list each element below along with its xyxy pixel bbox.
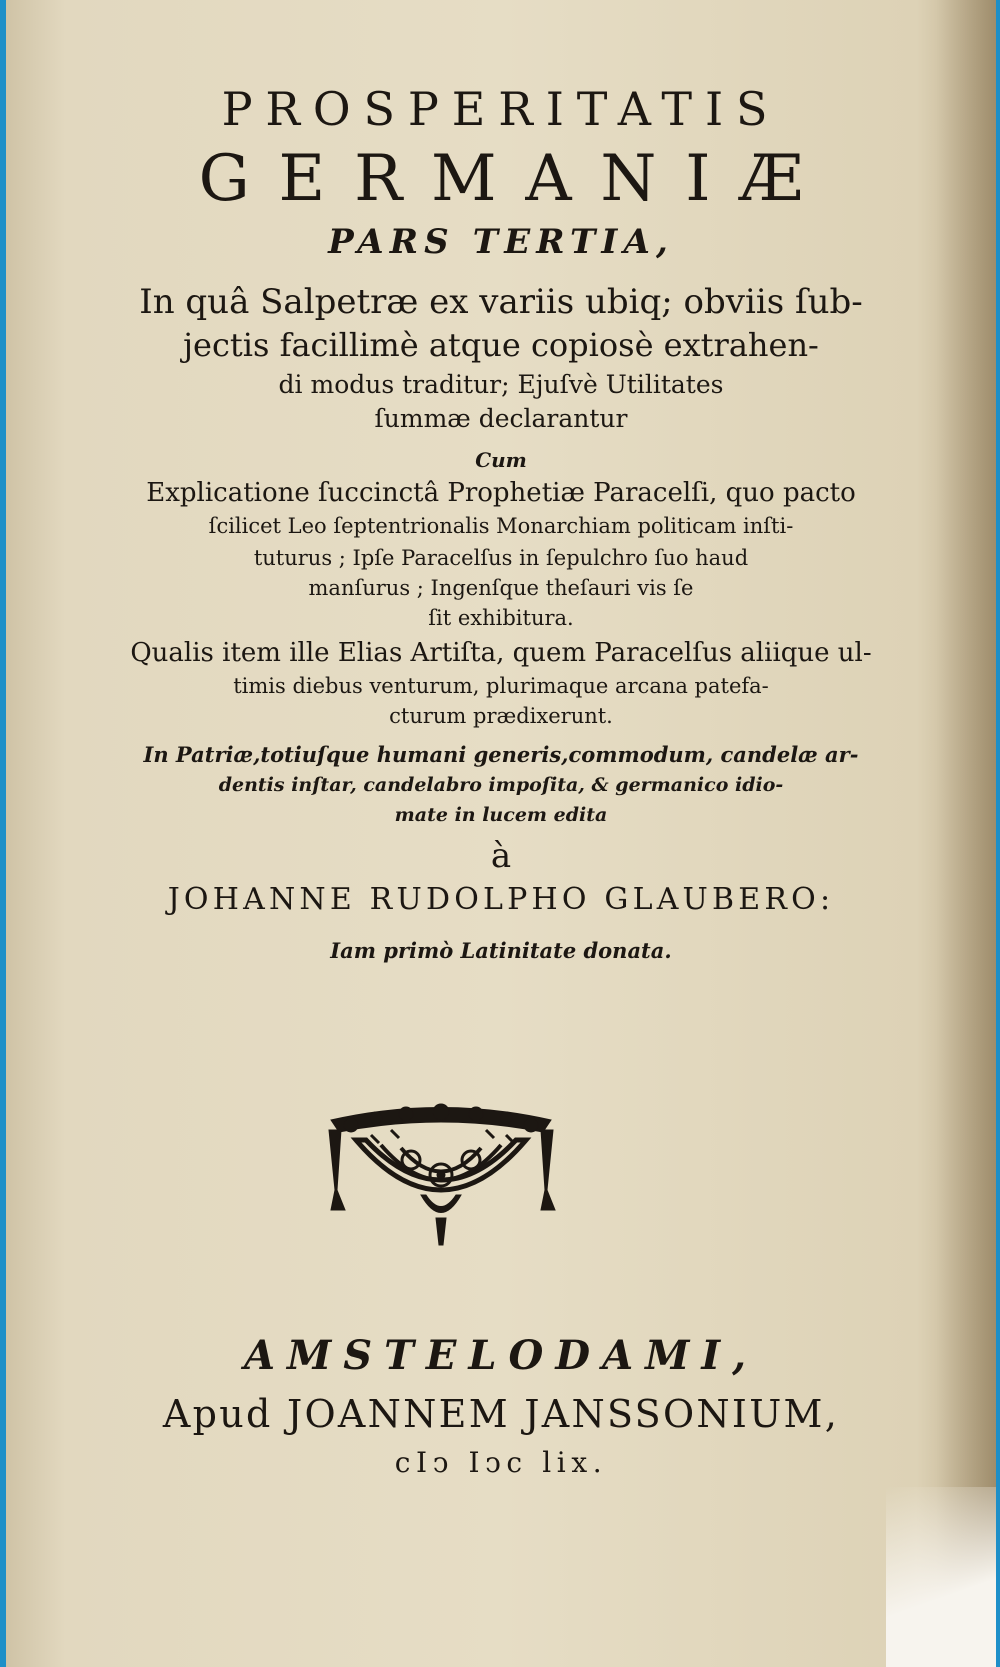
desc-line-4: ſummæ declarantur [374,404,628,433]
title-line-1: PROSPERITATIS [221,82,781,136]
patria-line-2: dentis inſtar, candelabro impoſita, & germanico idio- [218,774,784,796]
part-heading: PARS TERTIA, [328,222,674,262]
cum-word: Cum [475,448,527,472]
a-word: à [490,836,512,876]
title-line-2: GERMANIÆ [198,142,833,216]
patria-line-1: In Patriæ,totiuſque humani generis,commodum, candelæ ar- [143,742,859,767]
qualis-line-2: timis diebus venturum, plurimaque arcana patefa- [233,674,769,698]
explic-line-2: ſcilicet Leo ſeptentrionalis Monarchiam politicam inſti- [208,514,794,538]
patria-line-3: mate in lucem edita [394,804,608,826]
qualis-line-3: cturum prædixerunt. [389,704,613,728]
author-name: JOHANNE RUDOLPHO GLAUBERO: [167,882,835,917]
qualis-line-1: Qualis item ille Elias Artiſta, quem Paracelſus aliique ul- [130,638,872,668]
explic-line-3: tuturus ; Ipſe Paracelſus in ſepulchro ſuo haud [253,546,749,570]
explic-line-5: ſit exhibitura. [428,606,574,630]
explic-line-4: manſurus ; Ingenſque theſauri vis ſe [308,576,694,600]
desc-line-3: di modus traditur; Ejuſvè Utilitates [278,370,724,399]
desc-line-2: jectis facillimè atque copiosè extrahen- [183,326,819,364]
imprint-year: cIↄ Iↄc lix. [394,1446,608,1479]
floral-basket-ornament-icon [311,1100,571,1250]
latin-note: Iam primò Latinitate donata. [330,938,672,963]
title-page [6,0,996,1667]
desc-line-1: In quâ Salpetræ ex variis ubiq; obviis ſub- [139,282,863,322]
explic-line-1: Explicatione ſuccinctâ Prophetiæ Paracelſi, quo pacto [146,478,856,508]
imprint-printer: Apud JOANNEM JANSSONIUM, [162,1392,840,1436]
paper-corner [886,1487,996,1667]
imprint-city: AMSTELODAMI, [243,1332,759,1379]
